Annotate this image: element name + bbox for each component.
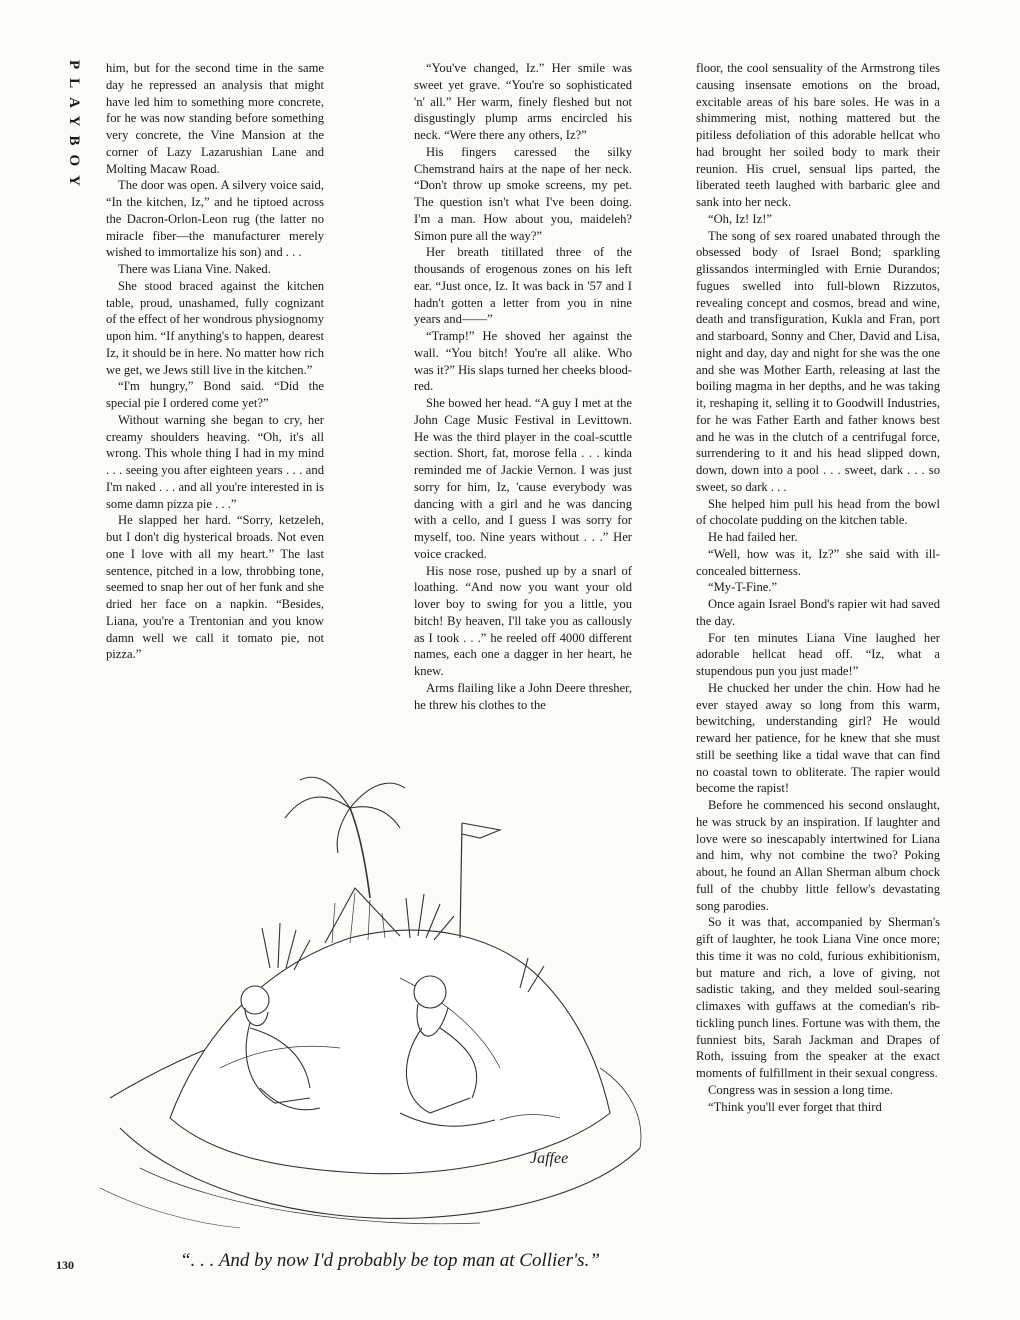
paragraph: Once again Israel Bond's rapier wit had saved the day. [696, 597, 940, 628]
paragraph: She bowed her head. “A guy I met at the John Cage Music Festival in Levittown. He was the third player in the coal-scuttle section. Short, fat, morose fella . . . kinda reminded me of Jackie Vernon. I was just sorry for him, Iz, 'cause everybody was dancing with a girl and he was dancing with a cello, and I guess I was sorry for myself, too. Nine years without . . .” Her voice cracked. [414, 396, 632, 561]
paragraph: The song of sex roared unabated through the obsessed body of Israel Bond; sparkling glissandos intermingled with Ernie Durandos; fugues swelled into full-blown Rizzutos, revealing concept and cosmos, bread and wine, death and transfiguration, Kukla and Fran, port and starboard, Sonny and Cher, David and Lisa, night and day, day and night for she was the one and she was Mother Earth, releasing at last the boiling magma in her depths, and he was taking it, reshaping it, selling it to Goodwill Industries, for he was Father Earth and father knows best and he was in the clutch of a centrifugal force, surrendering to it and his head slipped down, down, down into a pool . . . sweet, dark . . . so sweet, so dark . . . [696, 228, 940, 494]
paragraph: His nose rose, pushed up by a snarl of loathing. “And now you want your old lover boy to swing for you a little, you bitch! By heaven, I'll take you as callously as I took . . .” he reeled off 4000 different names, each one a dagger in her heart, he knew. [414, 563, 632, 678]
cartoon-illustration [100, 768, 660, 1238]
text-column-2 [414, 60, 632, 713]
paragraph: Congress was in session a long time. [708, 1082, 894, 1097]
paragraph: For ten minutes Liana Vine laughed her adorable hellcat head off. “Iz, what a stupendous pun you just made!” [696, 630, 940, 678]
paragraph: He had failed her. [708, 530, 798, 544]
paragraph: Without warning she began to cry, her creamy shoulders heaving. “Oh, it's all wrong. This whole thing I had in my mind . . . seeing you after eighteen years . . . and I'm naked . . . and all you're interested in is some damn pizza pie . . .” [106, 412, 324, 511]
paragraph: Arms flailing like a John Deere thresher, he threw his clothes to the [414, 680, 632, 712]
paragraph: She stood braced against the kitchen table, proud, unashamed, fully cognizant of the effect of her wondrous physiognomy upon him. “If anything's to happen, dearest Iz, it should be in here. No matter how rich we get, we Jews still live in the kitchen.” [106, 278, 325, 377]
paragraph: So it was that, accompanied by Sherman's gift of laughter, he took Liana Vine once more; this time it was no cold, furious exhibitionism, but mature and rich, a love of giving, not sadistic taking, and they melded soul-searing climaxes with guffaws at the comedian's rib-tickling punch lines. Fortune was with them, the funniest bits, Sarah Jackman and Drapes of Roth, issuing from the speaker at the exact moments of fulfillment in their sexual congress. [696, 915, 940, 1080]
paragraph: There was Liana Vine. Naked. [118, 262, 271, 276]
paragraph: “I'm hungry,” Bond said. “Did the special pie I ordered come yet?” [106, 379, 324, 410]
paragraph: “Think you'll ever forget that third [708, 1099, 882, 1114]
cartoon-signature: Jaffee [530, 1150, 569, 1167]
cartoon-caption: “. . . And by now I'd probably be top man at Collier's.” [180, 1250, 600, 1271]
paragraph: “Well, how was it, Iz?” she said with ill-concealed bitterness. [696, 546, 940, 578]
paragraph: Before he commenced his second onslaught, he was struck by an inspiration. If laughter and love were so inescapably intertwined for Liana and him, why not combine the two? Poking about, he found an Allan Sherman album chock full of the chubby little fellow's devastating song parodies. [696, 798, 940, 913]
paragraph: floor, the cool sensuality of the Armstrong tiles causing insensate emotions on the broad, excitable areas of his bare soles. He was in a shimmering mist, nothing mattered but the pitiless defoliation of this adorable hellcat who had brought her soiled body to mark their reunion. His cruel, sensual lips parted, the liberated teeth laughed with barbaric glee and sank into her neck. [696, 61, 940, 209]
masthead [56, 60, 96, 220]
paragraph: The door was open. A silvery voice said, “In the kitchen, Iz,” and he tiptoed across the Dacron-Orlon-Leon rug (the latter no miracle fiber—the manufacturer merely wished to immortalize his son) and . . . [106, 178, 324, 260]
paragraph: He chucked her under the chin. How had he ever stayed away so long from this warm, bewitching, understanding girl? He would reward her patience, for he knew that she must still be seething like a tidal wave that can find no coastal town to obliterate. The rapier would become the rapist! [696, 680, 940, 796]
paragraph: “Tramp!” He shoved her against the wall. “You bitch! You're all alike. Who was it?” His slaps turned her cheeks blood-red. [414, 329, 632, 394]
paragraph: His fingers caressed the silky Chemstrand hairs at the nape of her neck. “Don't throw up smoke screens, my pet. The question isn't what I've been doing. I'm a man. How about you, maideleh? Simon pure all the way?” [414, 144, 632, 243]
paragraph: She helped him pull his head from the bowl of chocolate pudding on the kitchen table. [696, 496, 940, 528]
paragraph: Her breath titillated three of the thousands of erogenous zones on his left ear. “Just once, Iz. It was back in '57 and I hadn't gotten a letter from you in nine years and——” [414, 245, 632, 327]
paragraph: He slapped her hard. “Sorry, ketzeleh, but I don't dig hysterical broads. Not even one I love with all my heart.” The last sentence, pitched in a low, throbbing tone, seemed to snap her out of her funk and she dried her face on a napkin. “Besides, Liana, you're a Trentonian and you know damn well we call it tomato pie, not pizza.” [106, 513, 324, 662]
paragraph: him, but for the second time in the same day he repressed an analysis that might have led him to something more concrete, for he was now standing before something very concrete, the Vine Mansion at the corner of Lazy Lazarushian Lane and Molting Macaw Road. [106, 61, 324, 176]
text-column-3 [696, 60, 940, 1115]
page-number: 130 [56, 1258, 74, 1272]
text-column-1 [106, 60, 324, 663]
paragraph: “Oh, Iz! Iz!” [708, 211, 772, 226]
desert-island-drawing [100, 768, 660, 1238]
paragraph: “You've changed, Iz.” Her smile was sweet yet grave. “You're so sophisticated 'n' all.” Her warm, finely fleshed but not disgustingly plump arms encircled his neck. “Were there any others, Iz?” [414, 61, 632, 142]
masthead-text: PLAYBOY [66, 60, 82, 195]
paragraph: “My-T-Fine.” [708, 580, 778, 595]
